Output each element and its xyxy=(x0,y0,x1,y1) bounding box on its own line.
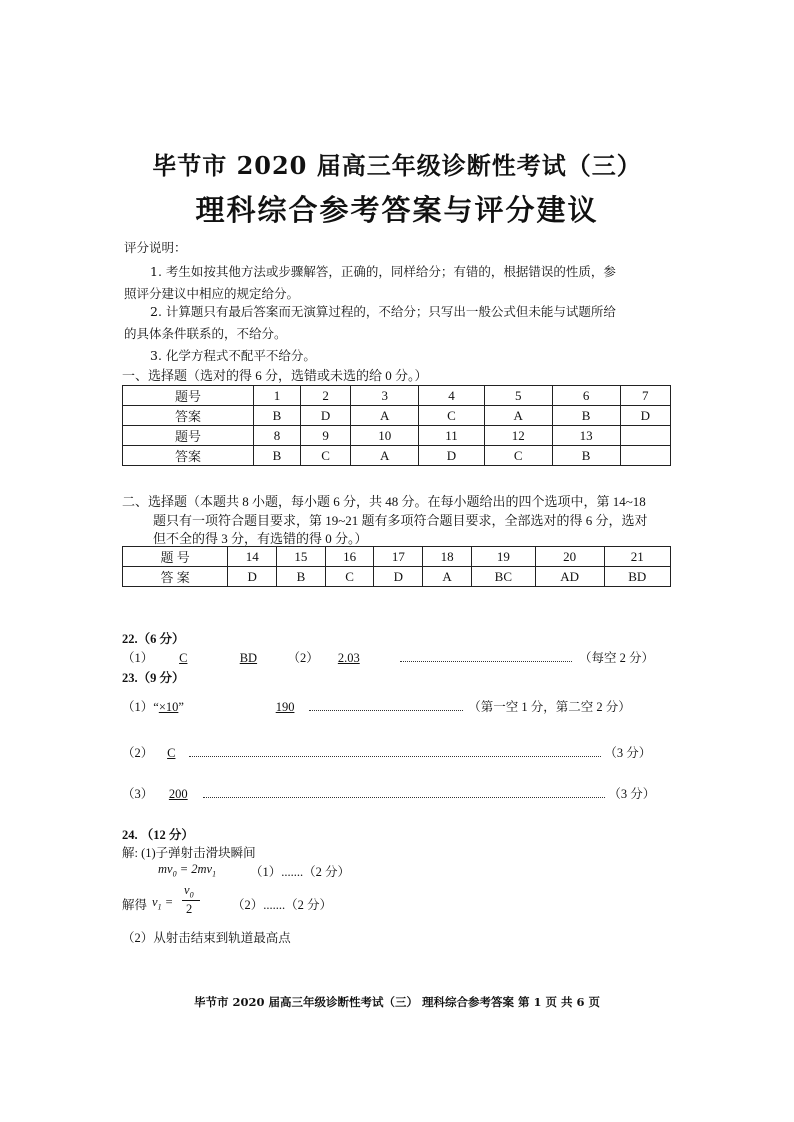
q24-eq2-mark: （2）.......（2 分） xyxy=(232,898,333,912)
section1-table-cell: D xyxy=(620,406,670,426)
section1-table-row xyxy=(123,446,671,466)
section2-table-cell: 17 xyxy=(374,547,423,567)
section1-table-cell: 10 xyxy=(351,426,419,446)
section2-table-cell: 14 xyxy=(228,547,277,567)
exam-title: 毕节市 2020 届高三年级诊断性考试（三） xyxy=(152,151,642,180)
section1-table-cell: 6 xyxy=(552,386,620,406)
q22-line xyxy=(122,648,654,666)
q23-part2-label: （2） xyxy=(122,746,154,760)
section2-table-cell: 20 xyxy=(535,547,604,567)
q23-leader-dots-3 xyxy=(203,787,605,798)
section1-table-cell: 5 xyxy=(484,386,552,406)
section1-table-cell: 9 xyxy=(300,426,350,446)
section1-table-cell: 1 xyxy=(254,386,301,406)
q24-eq1-mark: （1）.......（2 分） xyxy=(250,865,351,879)
section2-table-cell: A xyxy=(423,567,472,587)
section2-table-cell: BD xyxy=(604,567,670,587)
q23-heading: 23.（9 分） xyxy=(122,671,185,685)
q23-answer-1: ×10 xyxy=(158,700,179,714)
section1-table-row-label: 答案 xyxy=(123,406,254,426)
q23-line-2 xyxy=(122,743,651,761)
section1-table-cell: 8 xyxy=(254,426,301,446)
section1-table-cell: A xyxy=(351,446,419,466)
section1-table-cell: 11 xyxy=(419,426,485,446)
section2-table-cell: 16 xyxy=(325,547,374,567)
q24-heading: 24. （12 分） xyxy=(122,828,194,842)
section1-table-cell xyxy=(620,446,670,466)
section2-heading-3: 但不全的得 3 分，有选错的得 0 分。） xyxy=(153,531,368,546)
q23-leader-dots-1 xyxy=(309,700,463,711)
section2-table-cell: BC xyxy=(471,567,535,587)
section2-table-cell: AD xyxy=(535,567,604,587)
section2-table-cell: 21 xyxy=(604,547,670,567)
q24-solve-label: 解得 xyxy=(122,898,148,912)
q22-answer-1: C xyxy=(179,651,188,665)
section1-table-row xyxy=(123,406,671,426)
section2-table-cell: D xyxy=(228,567,277,587)
section2-answer-table xyxy=(122,546,671,587)
document-title: 理科综合参考答案与评分建议 xyxy=(195,193,599,227)
section2-table-row xyxy=(123,547,671,567)
section2-table-cell: C xyxy=(325,567,374,587)
q24-line-1: 解: (1)子弹射击滑块瞬间 xyxy=(122,846,256,860)
q23-part3-label: （3） xyxy=(122,787,154,801)
section1-table-row xyxy=(123,386,671,406)
section1-table-row xyxy=(123,426,671,446)
section1-table-cell: B xyxy=(552,446,620,466)
section1-table-cell: B xyxy=(254,406,301,426)
section1-table-cell: C xyxy=(484,446,552,466)
section1-table-cell: B xyxy=(552,406,620,426)
q24-equation-1: $mv_0 = 2mv_1$ xyxy=(158,862,217,879)
section1-table-cell: C xyxy=(300,446,350,466)
q23-part1-label: （1）“ xyxy=(122,700,159,714)
section2-table-row-label: 答 案 xyxy=(123,567,228,587)
section2-table-row xyxy=(123,567,671,587)
q23-answer-3: C xyxy=(167,746,176,760)
section1-table-row-label: 题号 xyxy=(123,426,254,446)
section1-table-cell xyxy=(620,426,670,446)
section1-table-row-label: 题号 xyxy=(123,386,254,406)
q22-answer-3: 2.03 xyxy=(337,651,360,665)
note-3: 3. 化学方程式不配平不给分。 xyxy=(150,348,316,363)
section1-table-cell: 4 xyxy=(419,386,485,406)
q23-score-3: （3 分） xyxy=(608,787,656,801)
section1-table-cell: A xyxy=(484,406,552,426)
q22-answer-2: BD xyxy=(239,651,258,665)
section2-heading-2: 题只有一项符合题目要求，第 19~21 题有多项符合题目要求，全部选对的得 6 分，选对 xyxy=(153,513,648,528)
q24-line-5: （2）从射击结束到轨道最高点 xyxy=(122,931,291,945)
section2-table-cell: 18 xyxy=(423,547,472,567)
q23-line-1 xyxy=(122,697,631,715)
section1-answer-table xyxy=(122,385,671,466)
q23-quote-close: ” xyxy=(178,700,184,714)
q23-score-2: （3 分） xyxy=(604,746,652,760)
section1-table-cell: A xyxy=(351,406,419,426)
q23-leader-dots-2 xyxy=(189,746,601,757)
section1-table-cell: 12 xyxy=(484,426,552,446)
q22-part1-label: （1） xyxy=(122,651,154,665)
q22-heading: 22.（6 分） xyxy=(122,632,185,646)
note-1b: 照评分建议中相应的规定给分。 xyxy=(124,286,300,301)
q23-line-3 xyxy=(122,784,655,802)
q23-answer-4: 200 xyxy=(168,787,188,801)
notes-header: 评分说明： xyxy=(124,240,187,255)
section2-table-row-label: 题 号 xyxy=(123,547,228,567)
q22-part2-label: （2） xyxy=(287,651,319,665)
section2-table-cell: D xyxy=(374,567,423,587)
section1-table-cell: B xyxy=(254,446,301,466)
section1-table-cell: 3 xyxy=(351,386,419,406)
section2-heading-1: 二、选择题（本题共 8 小题，每小题 6 分，共 48 分。在每小题给出的四个选项中，第 14~18 xyxy=(122,494,646,509)
section1-table-cell: 7 xyxy=(620,386,670,406)
section1-table-cell: D xyxy=(419,446,485,466)
page-footer: 毕节市 2020 届高三年级诊断性考试（三） 理科综合参考答案 第 1 页 共 6 页 xyxy=(193,995,601,1009)
q23-score-1: （第一空 1 分，第二空 2 分） xyxy=(468,700,631,714)
section2-table-cell: B xyxy=(277,567,326,587)
q23-answer-2: 190 xyxy=(275,700,295,714)
section1-table-cell: D xyxy=(300,406,350,426)
section2-table-cell: 15 xyxy=(277,547,326,567)
note-2b: 的具体条件联系的，不给分。 xyxy=(124,326,287,341)
section2-table-cell: 19 xyxy=(471,547,535,567)
section1-heading: 一、选择题（选对的得 6 分，选错或未选的给 0 分。） xyxy=(122,368,428,383)
q22-leader-dots xyxy=(400,651,572,662)
section1-table-cell: 2 xyxy=(300,386,350,406)
note-1a: 1. 考生如按其他方法或步骤解答，正确的，同样给分；有错的，根据错误的性质，参 xyxy=(150,264,616,279)
q22-score: （每空 2 分） xyxy=(579,651,655,665)
note-2a: 2. 计算题只有最后答案而无演算过程的，不给分；只写出一般公式但未能与试题所给 xyxy=(150,304,616,319)
section1-table-row-label: 答案 xyxy=(123,446,254,466)
section1-table-cell: 13 xyxy=(552,426,620,446)
q24-line-3 xyxy=(122,895,147,913)
section1-table-cell: C xyxy=(419,406,485,426)
